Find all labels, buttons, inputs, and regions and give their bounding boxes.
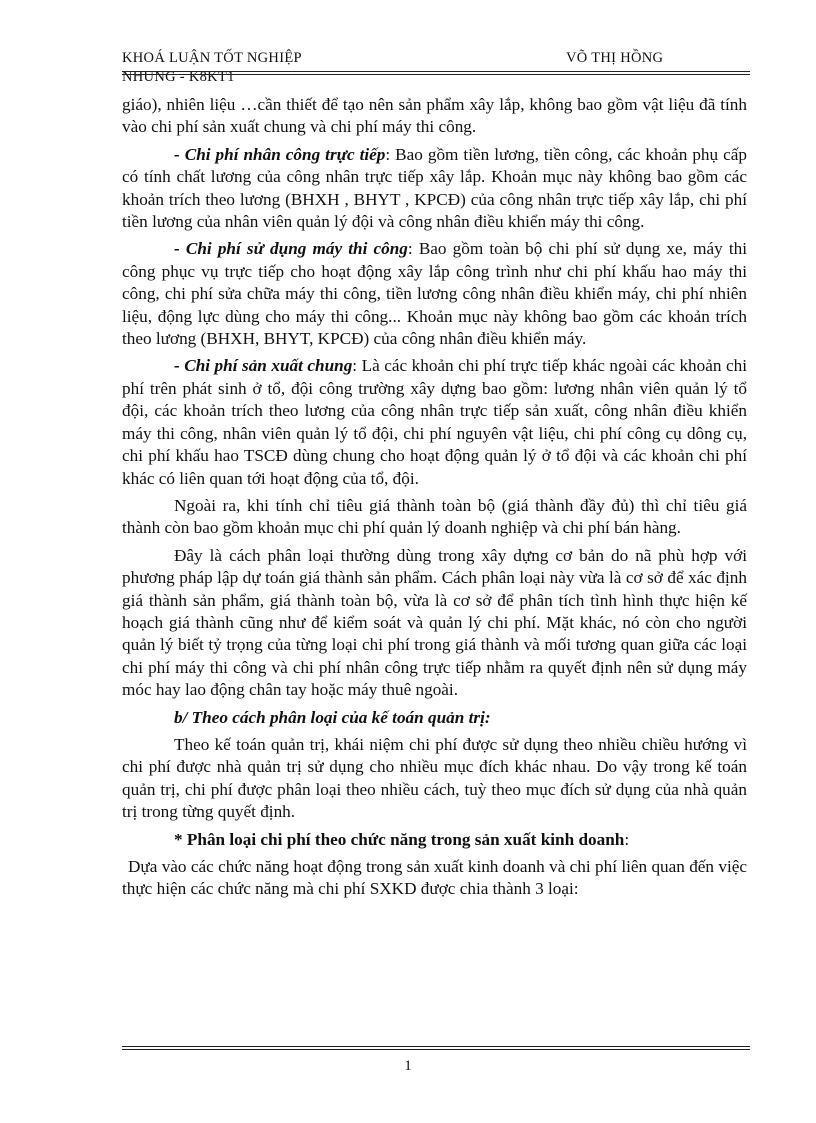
header-thesis-title: KHOÁ LUẬN TỐT NGHIỆP [122, 50, 302, 66]
paragraph-materials-end: giáo), nhiên liệu …cần thiết để tạo nên sản phẩm xây lắp, không bao gồm vật liệu đã tính vào chi phí sản xuất chung và chi phí máy thi công. [122, 95, 747, 137]
paragraph-overhead [122, 355, 747, 489]
definition-overhead: : Là các khoản chi phí trực tiếp khác ngoài các khoản chi phí trên phát sinh ở tổ, đội công trường xây dựng bao gồm: lương nhân viên quản lý tổ đội, các khoản trích theo lương của công nhân trực tiếp sản xuất, công nhân điều khiển máy thi công, nhân viên quản lý tổ đội, chi phí nguyên vật liệu, chi phí công cụ dông cụ, chi phí khấu hao TSCĐ dùng chung cho hoạt động quản lý ở tổ đội và các khoản chi phí khác có liên quan tới hoạt động của tổ, đội. [122, 356, 747, 488]
header-author-name: VÕ THỊ HỒNG [566, 50, 664, 66]
document-body [122, 94, 747, 906]
header-rule-bottom [122, 74, 750, 75]
section-heading-management-accounting: b/ Theo cách phân loại của kế toán quản trị: [174, 707, 491, 727]
page-header [122, 50, 750, 86]
paragraph-direct-labor [122, 144, 747, 234]
paragraph-full-cost: Ngoài ra, khi tính chỉ tiêu giá thành toàn bộ (giá thành đầy đủ) thì chỉ tiêu giá thành còn bao gồm khoản mục chi phí quản lý doanh nghiệp và chi phí bán hàng. [122, 495, 747, 538]
paragraph-three-types: Dựa vào các chức năng hoạt động trong sản xuất kinh doanh và chi phí liên quan đến việc thực hiện các chức năng mà chi phí SXKD được chia thành 3 loại: [122, 857, 747, 899]
page-number: 1 [404, 1058, 412, 1074]
definition-machine-cost: : Bao gồm toàn bộ chi phí sử dụng xe, máy thi công phục vụ trực tiếp cho hoạt động xây lắp công trình như chi phí khấu hao máy thi công, chi phí sửa chữa máy thi công, tiền lương công nhân điều khiển máy, chi phí nhiên liệu, động lực dùng cho máy thi công... Khoản mục này không bao gồm các khoản trích theo lương (BHXH, BHYT, KPCĐ) của công nhân điều khiển máy. [122, 239, 747, 349]
subheading-colon: : [624, 829, 630, 849]
header-rule-top [122, 71, 750, 72]
paragraph-classification-purpose: Đây là cách phân loại thường dùng trong xây dựng cơ bản do nã phù hợp với phương pháp lập dự toán giá thành sản phẩm. Cách phân loại này vừa là cơ sở để xác định giá thành sản phẩm, giá thành toàn bộ, vừa là cơ sở để phân tích tình hình thực hiện kế hoạch giá thành cũng như để kiểm soát và quản lý chi phí. Mặt khác, nó còn cho người quản lý biết tỷ trọng của từng loại chi phí trong giá thành và mối tương quan giữa các loại chi phí máy thi công và chi phí nhân công trực tiếp nhằm ra quyết định nên sử dụng máy móc hay lao động chân tay hoặc máy thuê ngoài. [122, 545, 747, 700]
paragraph-management-accounting: Theo kế toán quản trị, khái niệm chi phí được sử dụng theo nhiều chiều hướng vì chi phí được nhà quản trị sử dụng cho nhiều mục đích khác nhau. Do vậy trong kế toán quản trị, chi phí được phân loại theo nhiều cách, tuỳ theo mục đích sử dụng của nhà quản trị trong từng quyết định. [122, 734, 747, 822]
subheading-text: * Phân loại chi phí theo chức năng trong sản xuất kinh doanh [174, 829, 625, 849]
footer-rule-bottom [122, 1049, 750, 1050]
definition-direct-labor: : Bao gồm tiền lương, tiền công, các khoản phụ cấp có tính chất lương của công nhân trực tiếp xây lắp. Khoản mục này không bao gồm các khoản trích theo lương (BHXH , BHYT , KPCĐ) của công nhân trực tiếp xây lắp, chi phí tiền lương của nhân viên quản lý đội và công nhân điều khiển máy thi công. [122, 144, 747, 232]
subheading-function-classification [122, 829, 747, 851]
term-direct-labor: - Chi phí nhân công trực tiếp [174, 144, 386, 164]
paragraph-machine-cost [122, 238, 747, 350]
footer-rule-top [122, 1046, 750, 1047]
header-author-class: NHUNG - K8KT1 [122, 69, 235, 85]
term-overhead: - Chi phí sản xuất chung [174, 356, 353, 376]
term-machine-cost: - Chi phí sử dụng máy thi công [174, 239, 408, 259]
